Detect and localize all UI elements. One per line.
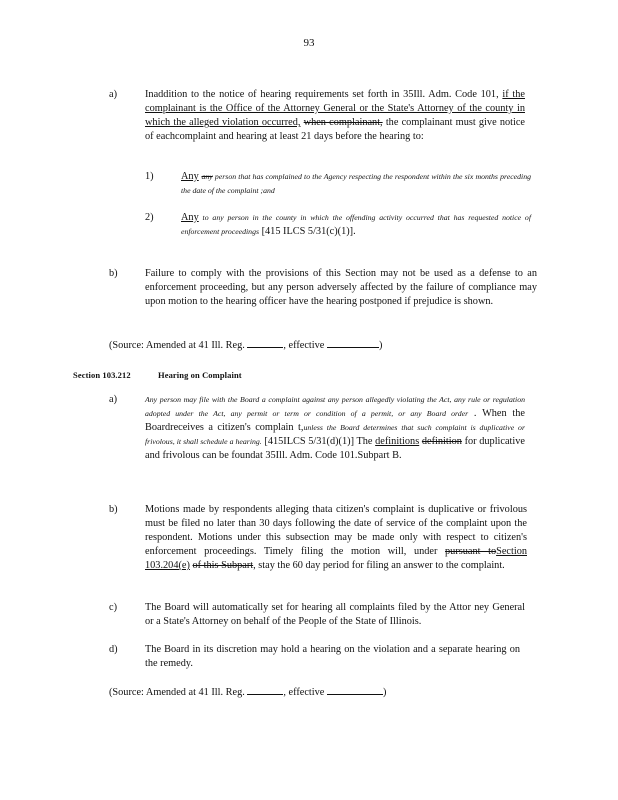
section2-a-paragraph	[145, 393, 525, 463]
section-title: Hearing on Complaint	[158, 370, 242, 380]
section-number: Section 103.212	[73, 370, 131, 380]
source-2-reg-blank	[247, 685, 283, 695]
section-b-paragraph: Failure to comply with the provisions of this Section may not be used as a defense to an enforcement proceeding, but any person adversely affected by the failure of compliance may upon motion to the hearing officer have the hearing postponed if prejudice is shown.	[145, 268, 537, 307]
section2-a-deleted-definition: definition	[421, 436, 462, 447]
source-1-reg-blank	[247, 338, 283, 348]
section2-a-text-1: . When the Boardreceives a citizen's complain t,	[145, 408, 525, 433]
section-a-paragraph	[145, 88, 525, 144]
item-2-paragraph	[181, 211, 531, 239]
section2-a-text-2: The	[354, 436, 376, 447]
section-b-label: b)	[109, 268, 118, 279]
section2-b-text-2: , stay the 60 day period for filing an answer to the complaint.	[253, 560, 505, 571]
section2-a-citation: [415ILCS 5/31(d)(1)]	[261, 436, 354, 447]
section-a-deleted-text: when complainant,	[303, 117, 383, 128]
source-note-1	[109, 338, 382, 353]
section2-b-paragraph	[145, 503, 527, 573]
source-1-date-blank	[327, 338, 379, 348]
item-2-text: to any person in the county in which the offending activity occurred that has requested notice of enforcement proceedings	[181, 213, 531, 236]
section2-a-text-3: for duplicative and frivolous can be foundat 35Ill. Adm. Code 101.Subpart B.	[145, 436, 525, 461]
item-1-deleted-any: any	[201, 172, 213, 181]
section2-d-paragraph: The Board in its discretion may hold a hearing on the violation and a separate hearing on the remedy.	[145, 644, 520, 669]
section-a-label: a)	[109, 89, 117, 100]
source-2-text-1: (Source: Amended at 41 Ill. Reg.	[109, 687, 248, 698]
section2-a-label: a)	[109, 394, 117, 405]
section2-b-deleted-pursuant: pursuant to	[445, 546, 497, 557]
source-note-2	[109, 685, 386, 700]
section-a-text-2: the complainant must give notice of eachcomplaint and hearing at least 21 days before the hearing to:	[145, 117, 525, 142]
section2-b-label: b)	[109, 504, 118, 515]
section2-b-inserted-section: Section 103.204(e)	[145, 546, 527, 571]
source-1-text-3: )	[378, 340, 383, 351]
section-a-inserted-text: if the complainant is the Office of the Attorney General or the State's Attorney of the county in which the alleged violation occurred,	[145, 89, 525, 128]
section2-c-paragraph: The Board will automatically set for hearing all complaints filed by the Attor ney General or a State's Attorney on behalf of the People of the State of Illinois.	[145, 602, 525, 627]
item-1-inserted-any: Any	[181, 171, 199, 182]
source-2-date-blank	[327, 685, 383, 695]
source-1-text-1: (Source: Amended at 41 Ill. Reg.	[109, 340, 248, 351]
section2-d-label: d)	[109, 644, 118, 655]
page-number: 93	[303, 37, 315, 49]
section2-a-italic-1: Any person may file with the Board a complaint against any person allegedly violating the Act, any rule or regulation adopted under the Act, any permit or term or condition of a permit, or any Board order	[145, 395, 525, 418]
section2-b-text-1: Motions made by respondents alleging thata citizen's complaint is duplicative or frivolous must be filed no later than 30 days following the date of service of the complaint upon the respondent. Motions under this subsection may be made only with respect to citizen's enforcement proceedings. Timely filing the motion will, under	[145, 504, 527, 557]
item-2-label: 2)	[145, 212, 154, 223]
section2-b-deleted-subpart: of this Subpart	[192, 560, 254, 571]
item-2-inserted-any: Any	[181, 212, 199, 223]
item-1-paragraph	[181, 170, 531, 198]
source-1-text-2: , effective	[283, 340, 327, 351]
section2-a-inserted-definitions: definitions	[375, 436, 420, 447]
section2-c-label: c)	[109, 602, 117, 613]
source-2-text-3: )	[382, 687, 387, 698]
section2-a-italic-2: unless the Board determines that such complaint is duplicative or frivolous, it shall schedule a hearing.	[145, 423, 525, 446]
source-2-text-2: , effective	[283, 687, 327, 698]
section-a-text-1: Inaddition to the notice of hearing requirements set forth in 35Ill. Adm. Code 101,	[145, 89, 503, 100]
item-1-label: 1)	[145, 171, 154, 182]
item-1-text: person that has complained to the Agency respecting the respondent within the six months preceding the date of the complaint ;and	[181, 172, 531, 195]
item-2-citation: [415 ILCS 5/31(c)(1)].	[259, 226, 356, 237]
